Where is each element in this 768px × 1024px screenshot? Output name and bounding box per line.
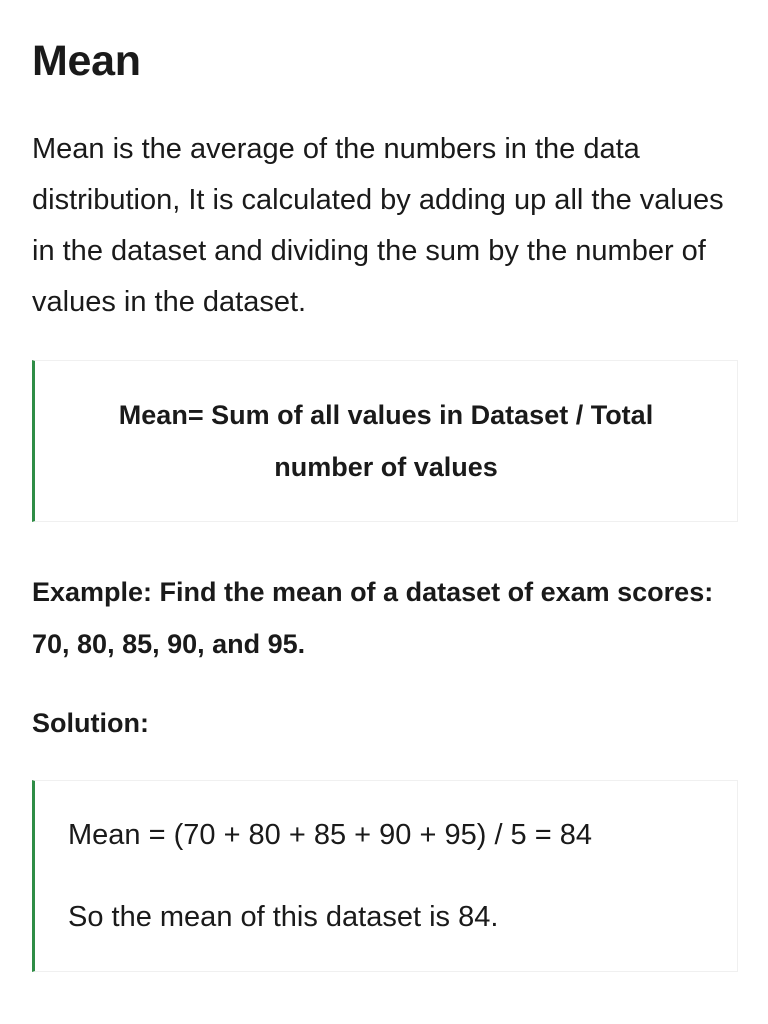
solution-label: Solution: bbox=[32, 708, 149, 738]
formula-text: Mean= Sum of all values in Dataset / Total number of values bbox=[118, 400, 654, 482]
intro-paragraph: Mean is the average of the numbers in the data distribution, It is calculated by adding up all the values in the dataset and dividing the sum by the number of values in the dataset. bbox=[32, 133, 724, 318]
solution-callout bbox=[32, 780, 738, 972]
example-question: Example: Find the mean of a dataset of exam scores: 70, 80, 85, 90, and 95. bbox=[32, 577, 714, 659]
section-heading: Mean bbox=[32, 37, 141, 85]
solution-calculation: Mean = (70 + 80 + 85 + 90 + 95) / 5 = 84 bbox=[68, 819, 592, 851]
formula-callout bbox=[32, 360, 738, 522]
solution-conclusion: So the mean of this dataset is 84. bbox=[68, 901, 499, 933]
